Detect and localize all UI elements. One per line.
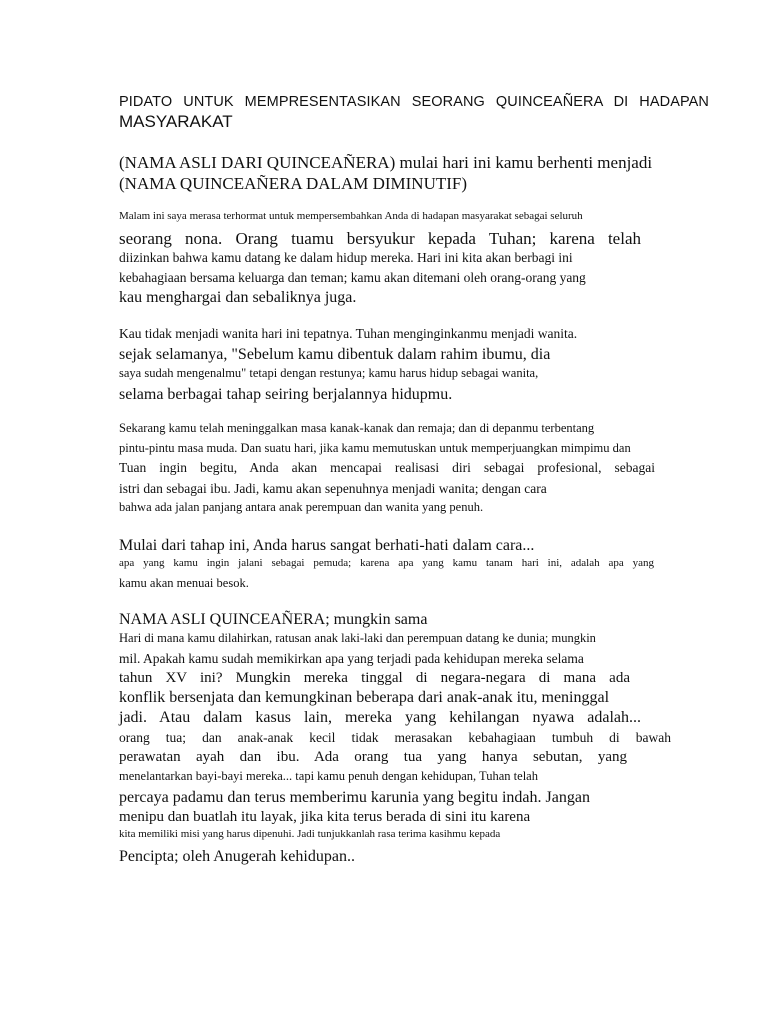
paragraph-2-line-2: sejak selamanya, "Sebelum kamu dibentuk dalam rahim ibumu, dia: [119, 346, 551, 363]
paragraph-4-line-1: Mulai dari tahap ini, Anda harus sangat berhati-hati dalam cara...: [119, 537, 535, 554]
paragraph-5-line-8: menelantarkan bayi-bayi mereka... tapi kamu penuh dengan kehidupan, Tuhan telah: [119, 769, 538, 783]
paragraph-2-line-4: selama berbagai tahap seiring berjalannya hidupmu.: [119, 386, 453, 403]
paragraph-5-line-11: kita memiliki misi yang harus dipenuhi. Jadi tunjukkanlah rasa terima kasihmu kepada: [119, 828, 501, 840]
paragraph-5-line-6: orang tua; dan anak-anak kecil tidak merasakan kebahagiaan tumbuh di bawah: [119, 730, 671, 745]
heading-line-2: (NAMA QUINCEAÑERA DALAM DIMINUTIF): [119, 174, 468, 193]
paragraph-1-line-2: seorang nona. Orang tuamu bersyukur kepada Tuhan; karena telah: [119, 229, 641, 248]
paragraph-1-line-5: kau menghargai dan sebaliknya juga.: [119, 289, 357, 306]
paragraph-5-line-2: mil. Apakah kamu sudah memikirkan apa yang terjadi pada kehidupan mereka selama: [119, 651, 584, 666]
paragraph-5-heading: NAMA ASLI QUINCEAÑERA; mungkin sama: [119, 611, 428, 628]
paragraph-4-line-2: apa yang kamu ingin jalani sebagai pemuda; karena apa yang kamu tanam hari ini, adalah apa yang: [119, 557, 654, 569]
paragraph-2-line-1: Kau tidak menjadi wanita hari ini tepatnya. Tuhan menginginkanmu menjadi wanita.: [119, 326, 578, 341]
paragraph-5-line-9: percaya padamu dan terus memberimu karunia yang begitu indah. Jangan: [119, 789, 590, 806]
heading-line-1: (NAMA ASLI DARI QUINCEAÑERA) mulai hari ini kamu berhenti menjadi: [119, 153, 653, 172]
paragraph-1-line-4: kebahagiaan bersama keluarga dan teman; kamu akan ditemani oleh orang-orang yang: [119, 270, 586, 285]
paragraph-5-line-5: jadi. Atau dalam kasus lain, mereka yang kehilangan nyawa adalah...: [119, 709, 641, 726]
paragraph-4-line-3: kamu akan menuai besok.: [119, 576, 249, 590]
paragraph-3-line-2: pintu-pintu masa muda. Dan suatu hari, jika kamu memutuskan untuk memperjuangkan mimpimu dan: [119, 441, 631, 455]
paragraph-5-line-12: Pencipta; oleh Anugerah kehidupan..: [119, 848, 355, 865]
paragraph-3-line-1: Sekarang kamu telah meninggalkan masa kanak-kanak dan remaja; dan di depanmu terbentang: [119, 421, 595, 435]
document-title-line-1: PIDATO UNTUK MEMPRESENTASIKAN SEORANG QUINCEAÑERA DI HADAPAN: [119, 94, 709, 110]
paragraph-5-line-7: perawatan ayah dan ibu. Ada orang tua yang hanya sebutan, yang: [119, 749, 627, 765]
paragraph-5-line-4: konflik bersenjata dan kemungkinan beberapa dari anak-anak itu, meninggal: [119, 689, 610, 706]
paragraph-1-line-3: diizinkan bahwa kamu datang ke dalam hidup mereka. Hari ini kita akan berbagi ini: [119, 250, 573, 265]
paragraph-1-line-1: Malam ini saya merasa terhormat untuk mempersembahkan Anda di hadapan masyarakat sebagai seluruh: [119, 210, 583, 222]
paragraph-3-line-4: istri dan sebagai ibu. Jadi, kamu akan sepenuhnya menjadi wanita; dengan cara: [119, 481, 547, 496]
paragraph-2-line-3: saya sudah mengenalmu" tetapi dengan restunya; kamu harus hidup sebagai wanita,: [119, 366, 539, 380]
document-title-line-2: MASYARAKAT: [119, 112, 233, 131]
paragraph-5-line-10: menipu dan buatlah itu layak, jika kita terus berada di sini itu karena: [119, 809, 531, 825]
paragraph-5-line-3: tahun XV ini? Mungkin mereka tinggal di negara-negara di mana ada: [119, 670, 630, 686]
paragraph-3-line-5: bahwa ada jalan panjang antara anak perempuan dan wanita yang penuh.: [119, 500, 484, 514]
paragraph-5-line-1: Hari di mana kamu dilahirkan, ratusan anak laki-laki dan perempuan datang ke dunia; mungkin: [119, 631, 596, 645]
paragraph-3-line-3: Tuan ingin begitu, Anda akan mencapai realisasi diri sebagai profesional, sebagai: [119, 460, 655, 475]
